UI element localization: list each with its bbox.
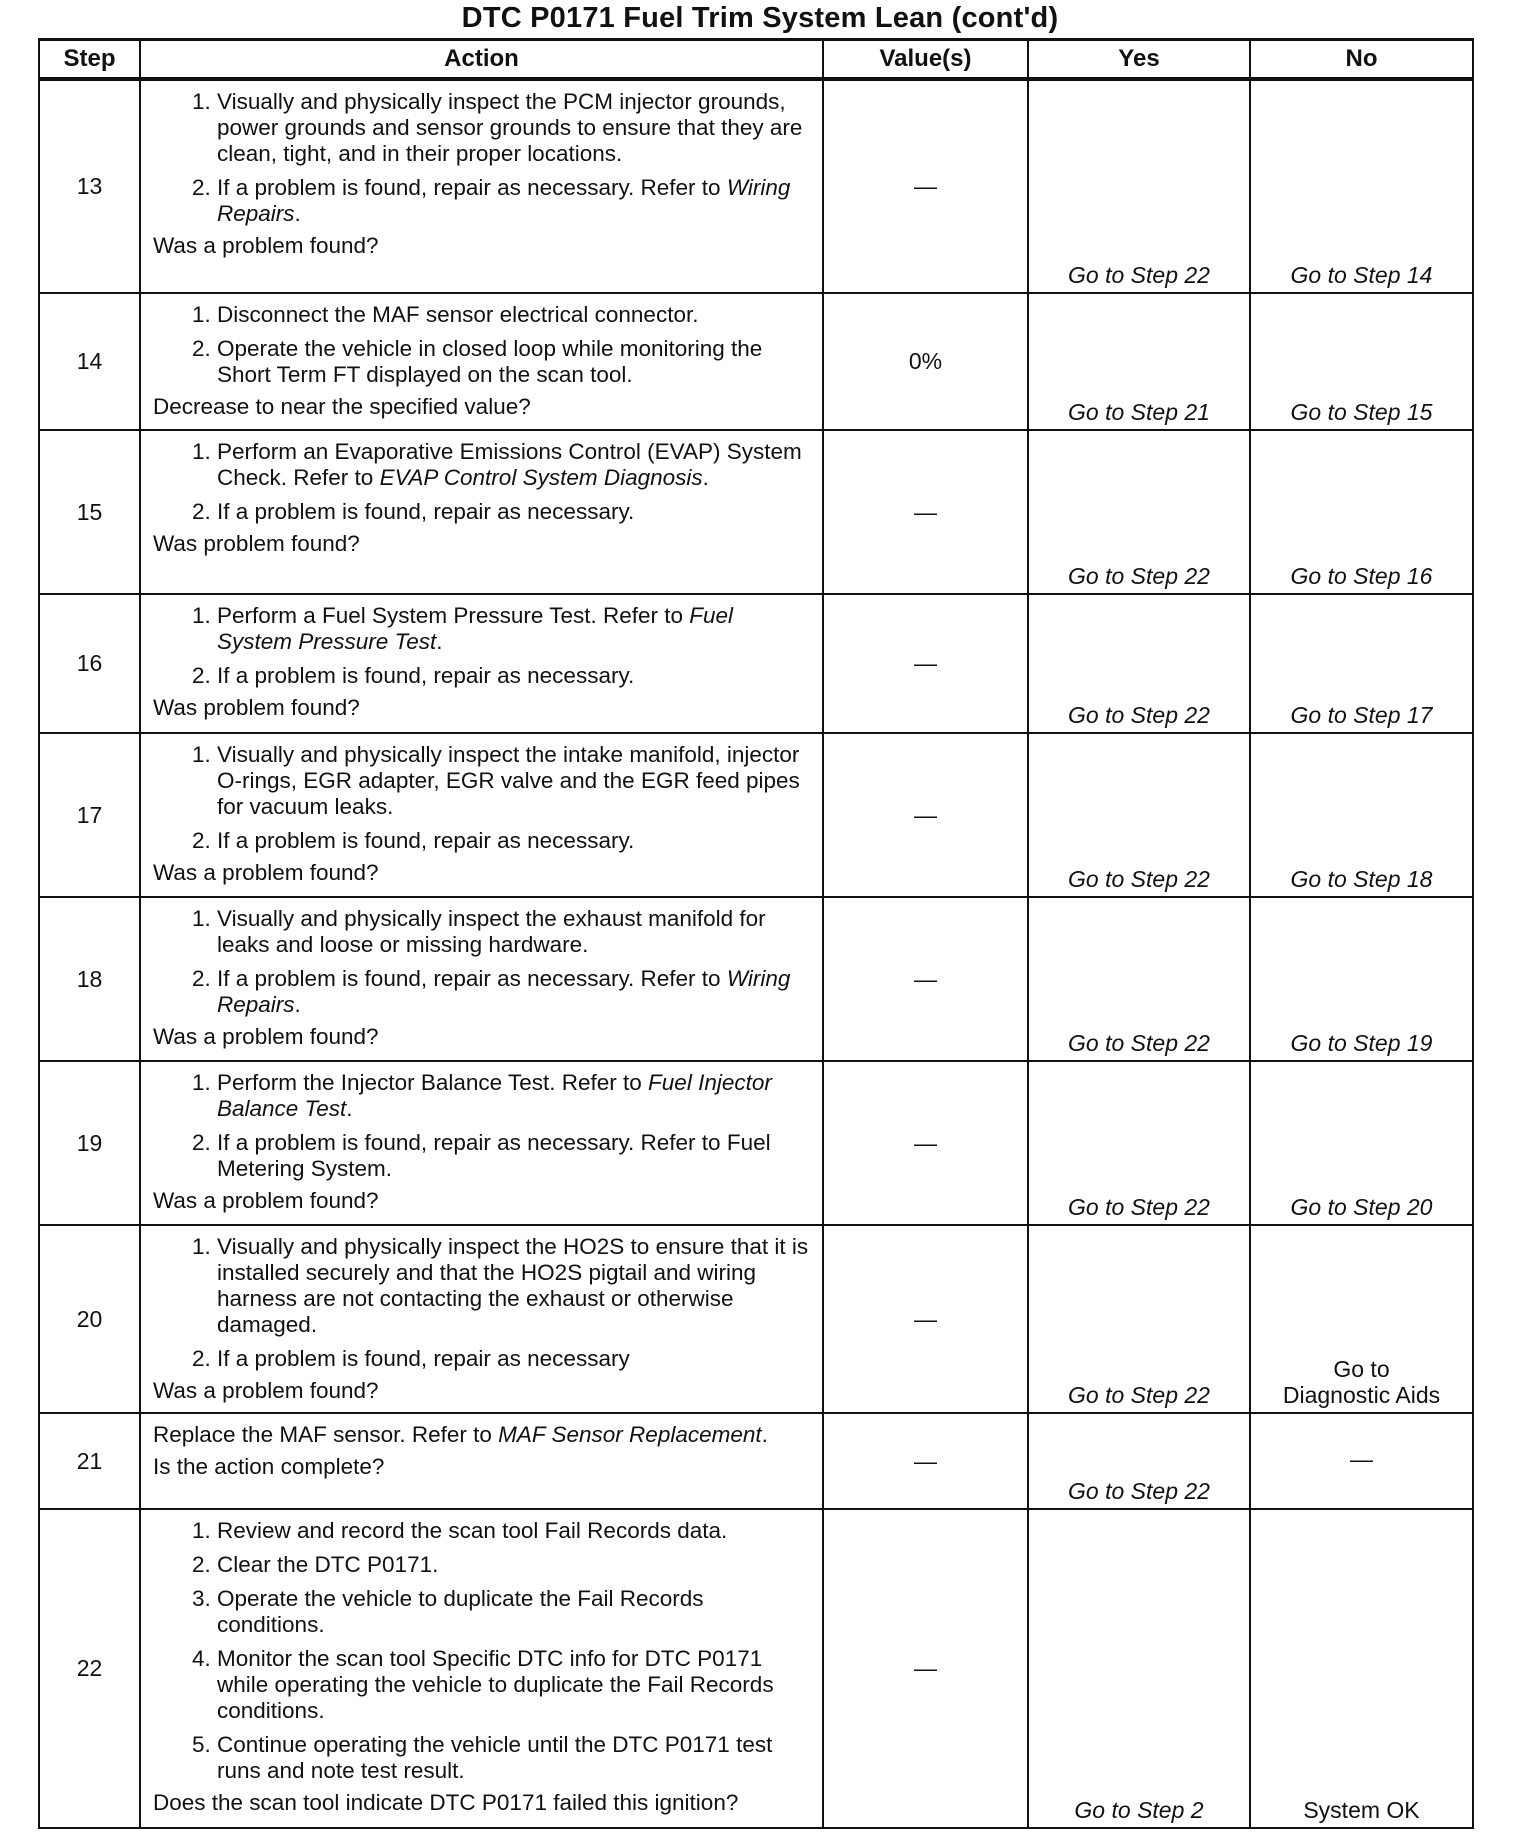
step-number: 20 [39, 1225, 140, 1413]
action-step [217, 828, 812, 854]
value-cell: — [823, 594, 1028, 733]
question-text: Was a problem found? [153, 860, 379, 885]
action-steps-list [153, 1070, 812, 1182]
value-cell: — [823, 79, 1028, 293]
action-step [217, 966, 812, 1018]
value-cell: 0% [823, 293, 1028, 430]
value-cell: — [823, 733, 1028, 897]
action-cell [140, 897, 823, 1061]
action-cell [140, 1509, 823, 1828]
table-row [39, 1225, 1473, 1413]
action-steps-list [153, 1518, 812, 1784]
no-cell[interactable] [1250, 1225, 1473, 1413]
step-number: 17 [39, 733, 140, 897]
table-row [39, 1509, 1473, 1828]
no-line-2: Diagnostic Aids [1282, 1382, 1441, 1408]
value-cell: — [823, 1413, 1028, 1509]
value-cell: — [823, 1061, 1028, 1225]
yes-cell[interactable]: Go to Step 22 [1028, 897, 1250, 1061]
reference-suffix: . [761, 1422, 768, 1447]
step-number: 22 [39, 1509, 140, 1828]
yes-cell[interactable]: Go to Step 22 [1028, 1413, 1250, 1509]
no-cell[interactable]: Go to Step 19 [1250, 897, 1473, 1061]
action-step [217, 1070, 812, 1122]
question-text: Was a problem found? [153, 1024, 379, 1049]
step-number: 18 [39, 897, 140, 1061]
action-step-text: Operate the vehicle to duplicate the Fail Records conditions. [217, 1586, 704, 1637]
step-number: 15 [39, 430, 140, 594]
header-step: Step [39, 40, 140, 80]
action-step-text: Visually and physically inspect the PCM injector grounds, power grounds and sensor grounds to ensure that they are clean, tight, and in their proper locations. [217, 89, 803, 166]
header-row [39, 40, 1473, 80]
action-cell [140, 1061, 823, 1225]
action-step [217, 1586, 812, 1638]
action-steps-list [153, 1234, 812, 1372]
no-cell: System OK [1250, 1509, 1473, 1828]
header-no: No [1250, 40, 1473, 80]
action-step [217, 1130, 812, 1182]
action-step-text: Perform an Evaporative Emissions Control (EVAP) System Check. Refer to [217, 439, 802, 490]
value-cell: — [823, 1225, 1028, 1413]
yes-cell[interactable]: Go to Step 22 [1028, 594, 1250, 733]
action-step-text: Disconnect the MAF sensor electrical connector. [217, 302, 699, 327]
action-step-text: Visually and physically inspect the exhaust manifold for leaks and loose or missing hardware. [217, 906, 766, 957]
page-title: DTC P0171 Fuel Trim System Lean (cont'd) [461, 2, 1059, 34]
step-number: 16 [39, 594, 140, 733]
yes-cell[interactable]: Go to Step 22 [1028, 1061, 1250, 1225]
action-cell [140, 594, 823, 733]
yes-cell[interactable]: Go to Step 22 [1028, 733, 1250, 897]
action-step [217, 1234, 812, 1338]
step-number: 19 [39, 1061, 140, 1225]
no-cell[interactable]: Go to Step 16 [1250, 430, 1473, 594]
reference-suffix: . [346, 1096, 353, 1121]
reference-link[interactable]: Wiring Repairs [217, 175, 791, 226]
action-steps-list [153, 302, 812, 388]
reference-link[interactable]: Fuel Injector Balance Test [217, 1070, 772, 1121]
question-text: Is the action complete? [153, 1454, 385, 1479]
table-row [39, 293, 1473, 430]
action-step-text: Visually and physically inspect the intake manifold, injector O-rings, EGR adapter, EGR valve and the EGR feed pipes for vacuum leaks. [217, 742, 800, 819]
action-steps-list [153, 603, 812, 689]
diagnostic-table [38, 38, 1474, 1829]
action-step [217, 336, 812, 388]
yes-cell[interactable]: Go to Step 2 [1028, 1509, 1250, 1828]
header-values: Value(s) [823, 40, 1028, 80]
action-step [217, 1518, 812, 1544]
action-step [217, 663, 812, 689]
action-step-text: Perform a Fuel System Pressure Test. Refer to [217, 603, 690, 628]
reference-suffix: . [294, 201, 301, 226]
action-cell [140, 293, 823, 430]
action-step [217, 1732, 812, 1784]
action-step-text: If a problem is found, repair as necessary. Refer to Fuel Metering System. [217, 1130, 771, 1181]
action-text [153, 1422, 812, 1448]
action-step [217, 1646, 812, 1724]
value-cell: — [823, 430, 1028, 594]
action-step-text: Continue operating the vehicle until the DTC P0171 test runs and note test result. [217, 1732, 773, 1783]
action-step-text: Perform the Injector Balance Test. Refer to [217, 1070, 649, 1095]
question-text: Was problem found? [153, 531, 360, 556]
no-cell[interactable]: Go to Step 18 [1250, 733, 1473, 897]
value-cell: — [823, 1509, 1028, 1828]
step-number: 21 [39, 1413, 140, 1509]
action-step-text: Operate the vehicle in closed loop while monitoring the Short Term FT displayed on the scan tool. [217, 336, 763, 387]
reference-link[interactable]: Wiring Repairs [217, 966, 791, 1017]
action-step [217, 89, 812, 167]
step-number: 14 [39, 293, 140, 430]
table-body [39, 79, 1473, 1828]
action-step [217, 439, 812, 491]
value-cell: — [823, 897, 1028, 1061]
question-text: Was problem found? [153, 695, 360, 720]
reference-link[interactable]: EVAP Control System Diagnosis [379, 465, 703, 490]
action-step-text: Replace the MAF sensor. Refer to [153, 1422, 499, 1447]
action-step-text: If a problem is found, repair as necessary. [217, 663, 635, 688]
header-yes: Yes [1028, 40, 1250, 80]
reference-suffix: . [294, 992, 301, 1017]
table-row [39, 594, 1473, 733]
question-text: Decrease to near the specified value? [153, 394, 531, 419]
table-row [39, 1413, 1473, 1509]
action-cell [140, 1225, 823, 1413]
action-step-text: Visually and physically inspect the HO2S to ensure that it is installed securely and that the HO2S pigtail and wiring harness are not contacting the exhaust or otherwise damaged. [217, 1234, 809, 1337]
action-step [217, 603, 812, 655]
question-text: Does the scan tool indicate DTC P0171 failed this ignition? [153, 1790, 739, 1815]
action-steps-list [153, 906, 812, 1018]
yes-cell[interactable]: Go to Step 22 [1028, 430, 1250, 594]
action-step [217, 499, 812, 525]
action-step-text: If a problem is found, repair as necessary. [217, 499, 635, 524]
action-step-text: Monitor the scan tool Specific DTC info for DTC P0171 while operating the vehicle to duplicate the Fail Records conditions. [217, 1646, 774, 1723]
table-row [39, 897, 1473, 1061]
no-cell[interactable]: Go to Step 17 [1250, 594, 1473, 733]
no-cell[interactable]: Go to Step 14 [1250, 79, 1473, 293]
action-step-text: If a problem is found, repair as necessary. Refer to [217, 966, 727, 991]
action-step [217, 175, 812, 227]
action-steps-list [153, 89, 812, 227]
action-cell [140, 79, 823, 293]
question-text: Was a problem found? [153, 1378, 379, 1403]
reference-link[interactable]: Fuel System Pressure Test [217, 603, 734, 654]
yes-cell[interactable]: Go to Step 22 [1028, 1225, 1250, 1413]
action-step [217, 1552, 812, 1578]
action-steps-list [153, 742, 812, 854]
question-text: Was a problem found? [153, 233, 379, 258]
reference-suffix: . [436, 629, 443, 654]
yes-cell[interactable]: Go to Step 22 [1028, 79, 1250, 293]
no-cell[interactable]: Go to Step 20 [1250, 1061, 1473, 1225]
action-step-text: Review and record the scan tool Fail Records data. [217, 1518, 728, 1543]
question-text: Was a problem found? [153, 1188, 379, 1213]
action-step-text: Clear the DTC P0171. [217, 1552, 439, 1577]
step-number: 13 [39, 79, 140, 293]
action-step-text: If a problem is found, repair as necessary. Refer to [217, 175, 727, 200]
table-row [39, 733, 1473, 897]
action-cell [140, 430, 823, 594]
action-step [217, 1346, 812, 1372]
table-row [39, 1061, 1473, 1225]
reference-link[interactable]: MAF Sensor Replacement [498, 1422, 762, 1447]
table-row [39, 79, 1473, 293]
action-cell [140, 1413, 823, 1509]
action-step [217, 906, 812, 958]
action-step [217, 302, 812, 328]
header-action: Action [140, 40, 823, 80]
action-step-text: If a problem is found, repair as necessary [217, 1346, 630, 1371]
action-step [217, 742, 812, 820]
no-cell: — [1250, 1413, 1473, 1509]
table-row [39, 430, 1473, 594]
yes-cell[interactable]: Go to Step 21 [1028, 293, 1250, 430]
no-line-1: Go to [1333, 1356, 1390, 1382]
action-steps-list [153, 439, 812, 525]
reference-suffix: . [702, 465, 709, 490]
action-cell [140, 733, 823, 897]
no-cell[interactable]: Go to Step 15 [1250, 293, 1473, 430]
action-step-text: If a problem is found, repair as necessary. [217, 828, 635, 853]
